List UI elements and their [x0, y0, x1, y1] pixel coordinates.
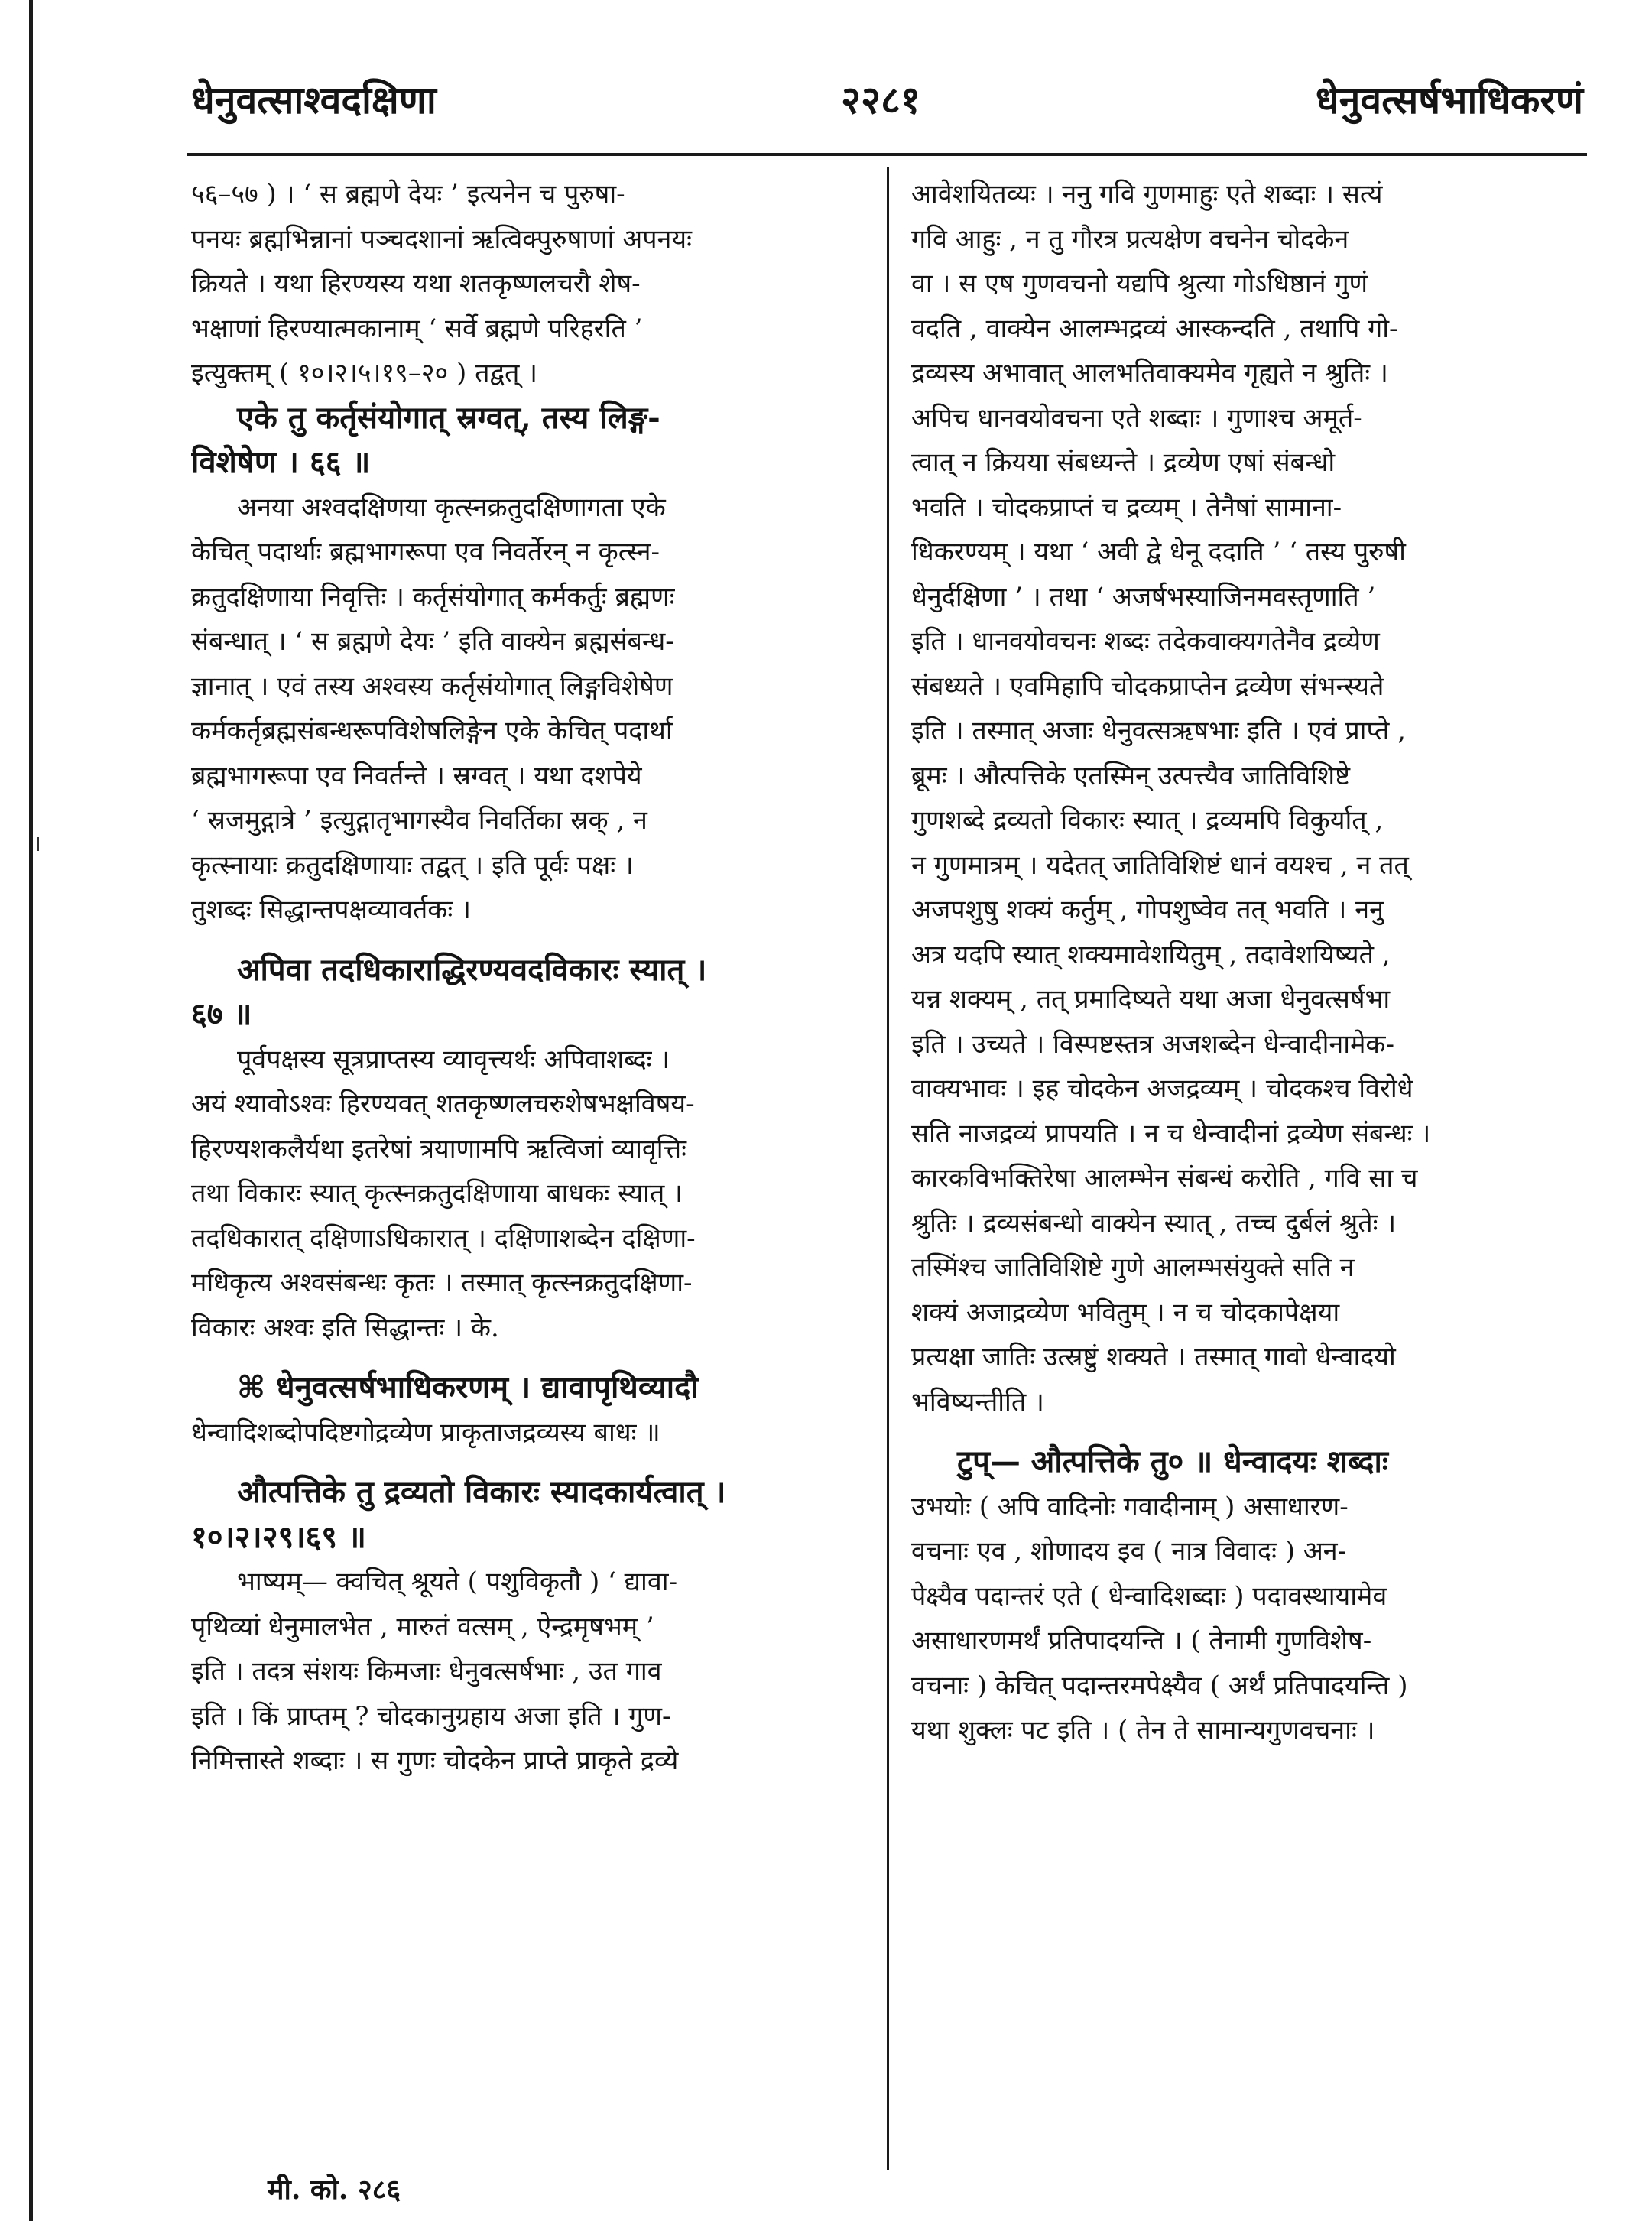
line-text: टुप्— औत्पत्तिके तु० ॥ धेन्वादयः शब्दाः: [957, 1443, 1388, 1479]
line-text: केचित् पदार्थाः ब्रह्मभागरूपा एव निवर्तेरन् न कृत्स्न-: [191, 537, 660, 567]
text-line: [191, 798, 864, 843]
line-text: सति नाजद्रव्यं प्रापयति । न च धेन्वादीनां द्रव्येण संबन्धः ।: [911, 1118, 1431, 1149]
text-line: [911, 172, 1584, 217]
text-line: [911, 1201, 1584, 1246]
text-line: [911, 709, 1584, 754]
text-line: [191, 1306, 864, 1351]
text-line: [911, 1067, 1584, 1112]
line-text: त्वात् न क्रियया संबध्यन्ते । द्रव्येण एषां संबन्धो: [911, 447, 1336, 478]
line-text: अपिवा तदधिकाराद्धिरण्यवदविकारः स्यात् ।: [237, 951, 707, 988]
text-line: [911, 933, 1584, 978]
text-line: [911, 261, 1584, 307]
line-text: मधिकृत्य अश्वसंबन्धः कृतः । तस्मात् कृत्स्नक्रतुदक्षिणा-: [191, 1268, 693, 1298]
text-line: [911, 619, 1584, 664]
line-text: पृथिव्यां धेनुमालभेत , मारुतं वत्सम् , ऐन्द्रमृषभम् ’: [191, 1611, 654, 1642]
line-text: यथा शुक्लः पट इति । ( तेन ते सामान्यगुणवचनाः ।: [911, 1715, 1375, 1745]
line-text: शक्यं अजाद्रव्येण भवितुम् । न च चोदकापेक्षया: [911, 1297, 1340, 1328]
line-text: धेनुर्दक्षिणा ’ । तथा ‘ अजर्षभस्याजिनमवस्तृणाति ’: [911, 581, 1376, 612]
sutra-line: [191, 1365, 864, 1411]
line-text: इति । उच्यते । विस्पष्टस्तत्र अजशब्देन धेन्वादीनामेक-: [911, 1028, 1394, 1060]
line-text: द्रव्यस्य अभावात् आलभतिवाक्यमेव गृह्यते न श्रुतिः ।: [911, 358, 1388, 388]
text-line: [911, 977, 1584, 1022]
line-text: श्रुतिः । द्रव्यसंबन्धो वाक्येन स्यात् , तच्च दुर्बलं श्रुतेः ।: [911, 1207, 1397, 1239]
line-text: विशेषेण । ६६ ॥: [191, 444, 371, 480]
line-text: कर्मकर्तृब्रह्मसंबन्धरूपविशेषलिङ्गेन एके केचित् पदार्था: [191, 716, 673, 746]
line-text: कारकविभक्तिरेषा आलम्भेन संबन्धं करोति , गवि सा च: [911, 1163, 1418, 1193]
line-text: क्रियते । यथा हिरण्यस्य यथा शतकृष्णलचरौ शेष-: [191, 268, 641, 299]
text-line: [191, 888, 864, 933]
adhikarana-mark-icon: ⌘: [237, 1369, 277, 1405]
line-text: गुणशब्दे द्रव्यतो विकारः स्यात् । द्रव्यमपि विकुर्यात् ,: [911, 805, 1384, 836]
line-text: न गुणमात्रम् । यदेतत् जातिविशिष्टं धानं वयश्च , न तत्: [911, 849, 1409, 881]
line-text: वचनाः ) केचित् पदान्तरमपेक्ष्यैव ( अर्थं प्रतिपादयन्ति ): [911, 1670, 1408, 1701]
text-line: [911, 440, 1584, 485]
binding-line: [29, 0, 33, 2221]
text-line: [191, 754, 864, 799]
text-line: [911, 1380, 1584, 1425]
line-text: भक्षाणां हिरण्यात्मकानाम् ‘ सर्वे ब्रह्मणे परिहरति ’: [191, 313, 643, 344]
line-text: इति । तस्मात् अजाः धेनुवत्सऋषभाः इति । एवं प्राप्ते ,: [911, 716, 1406, 746]
text-line: [191, 1171, 864, 1216]
text-line: [911, 1112, 1584, 1157]
text-line: [191, 1216, 864, 1261]
line-text: असाधारणमर्थं प्रतिपादयन्ति । ( तेनामी गुणविशेष-: [911, 1625, 1372, 1656]
sutra-line: [191, 396, 864, 441]
text-line: [191, 575, 864, 620]
text-line: [911, 1574, 1584, 1619]
text-line: [911, 351, 1584, 396]
text-line: [911, 307, 1584, 352]
line-text: इति । किं प्राप्तम् ? चोदकानुग्रहाय अजा इति । गुण-: [191, 1700, 671, 1732]
line-text: अनया अश्वदक्षिणया कृत्स्नक्रतुदक्षिणागता एके: [237, 492, 666, 523]
line-text: प्रत्यक्षा जातिः उत्स्रष्टुं शक्यते । तस्मात् गावो धेन्वादयो: [911, 1342, 1396, 1372]
line-text: १०।२।२९।६९ ॥: [191, 1518, 366, 1555]
text-line: [911, 664, 1584, 709]
line-text: ६७ ॥: [191, 996, 252, 1032]
line-text: निमित्तास्ते शब्दाः । स गुणः चोदकेन प्राप्ते प्राकृते द्रव्ये: [191, 1745, 679, 1776]
line-text: भवति । चोदकप्राप्तं च द्रव्यम् । तेनैषां सामाना-: [911, 492, 1342, 523]
text-line: [911, 1485, 1584, 1530]
line-text: अयं श्यावोऽश्वः हिरण्यवत् शतकृष्णलचरुशेषभक्षविषय-: [191, 1089, 695, 1119]
line-text: इति । तदत्र संशयः किमजाः धेनुवत्सर्षभाः , उत गाव: [191, 1656, 662, 1687]
text-line: [191, 530, 864, 575]
line-text: भाष्यम्— क्वचित् श्रूयते ( पशुविकृतौ ) ‘ द्यावा-: [237, 1567, 678, 1597]
sutra-line: [191, 948, 864, 993]
line-text: संबन्धात् । ‘ स ब्रह्मणे देयः ’ इति वाक्येन ब्रह्मसंबन्ध-: [191, 626, 674, 657]
line-text: ‘ स्रजमुद्गात्रे ’ इत्युद्गातृभागस्यैव निवर्तिका स्रक् , न: [191, 805, 647, 836]
text-line: [911, 396, 1584, 441]
text-line: [911, 217, 1584, 262]
line-text: ब्रूमः । औत्पत्तिके एतस्मिन् उत्पत्त्यैव जातिविशिष्टे: [911, 760, 1351, 791]
line-text: पनयः ब्रह्मभिन्नानां पञ्चदशानां ऋत्विक्पुरुषाणां अपनयः: [191, 223, 692, 255]
paragraph-gap: [911, 1424, 1584, 1440]
text-line: [911, 843, 1584, 888]
text-line: [911, 754, 1584, 799]
line-text: अत्र यदपि स्यात् शक्यमावेशयितुम् , तदावेशयिष्यते ,: [911, 939, 1391, 970]
text-line: [191, 307, 864, 352]
line-text: ब्रह्मभागरूपा एव निवर्तन्ते । स्रग्वत् । यथा दशपेये: [191, 760, 642, 791]
text-line: [911, 1245, 1584, 1291]
text-line: [911, 1335, 1584, 1380]
footer-signature: मी. को. २८६: [268, 2174, 401, 2206]
text-line: [191, 1560, 864, 1605]
paragraph-gap: [191, 1350, 864, 1365]
line-text: यन्न शक्यम् , तत् प्रमादिष्यते यथा अजा धेनुवत्सर्षभा: [911, 984, 1391, 1015]
text-line: [191, 1037, 864, 1083]
line-text: अपिच धानवयोवचना एते शब्दाः । गुणाश्च अमूर्त-: [911, 402, 1362, 433]
sutra-line: [191, 440, 864, 485]
line-text: पेक्ष्यैव पदान्तरं एते ( धेन्वादिशब्दाः ) पदावस्थायामेव: [911, 1580, 1387, 1612]
line-text: गवि आहुः , न तु गौरत्र प्रत्यक्षेण वचनेन चोदकेन: [911, 223, 1349, 255]
text-line: [191, 1694, 864, 1739]
paragraph-gap: [191, 1455, 864, 1470]
sutra-line: [191, 992, 864, 1037]
text-line: [191, 1649, 864, 1694]
text-line: [191, 485, 864, 531]
line-text: वाक्यभावः । इह चोदकेन अजद्रव्यम् । चोदकश्च विरोधे: [911, 1073, 1413, 1104]
text-line: [191, 1739, 864, 1784]
text-line: [911, 1708, 1584, 1753]
text-line: [191, 1261, 864, 1306]
text-line: [191, 619, 864, 664]
text-line: [911, 1156, 1584, 1201]
text-line: [911, 485, 1584, 531]
line-text: तस्मिंश्च जातिविशिष्टे गुणे आलम्भसंयुक्ते सति न: [911, 1252, 1355, 1283]
sutra-line: [191, 1470, 864, 1515]
text-line: [191, 1082, 864, 1127]
text-line: [191, 351, 864, 396]
text-line: [911, 1529, 1584, 1574]
line-text: धेन्वादिशब्दोपदिष्टगोद्रव्येण प्राकृताजद्रव्यस्य बाधः ॥: [191, 1417, 660, 1448]
line-text: ५६–५७ ) । ‘ स ब्रह्मणे देयः ’ इत्यनेन च पुरुषा-: [191, 179, 625, 209]
text-line: [911, 1022, 1584, 1067]
text-line: [911, 888, 1584, 933]
text-line: [191, 261, 864, 307]
line-text: वचनाः एव , शोणादय इव ( नात्र विवादः ) अन-: [911, 1536, 1347, 1567]
line-text: औत्पत्तिके तु द्रव्यतो विकारः स्यादकार्यत्वात् ।: [237, 1474, 726, 1510]
line-text: धिकरण्यम् । यथा ‘ अवी द्वे धेनू ददाति ’ ‘ तस्य पुरुषी: [911, 537, 1406, 567]
running-header-left: धेनुवत्साश्वदक्षिणा: [191, 77, 437, 122]
text-line: [911, 1664, 1584, 1709]
text-line: [191, 1605, 864, 1650]
sutra-line: [911, 1440, 1584, 1485]
line-text: वदति , वाक्येन आलम्भद्रव्यं आस्कन्दति , तथापि गो-: [911, 313, 1398, 344]
text-line: [911, 798, 1584, 843]
column-divider: [887, 167, 889, 2170]
line-text: ज्ञानात् । एवं तस्य अश्वस्य कर्तृसंयोगात् लिङ्गविशेषेण: [191, 671, 673, 702]
paragraph-gap: [191, 933, 864, 948]
running-header-right: धेनुवत्सर्षभाधिकरणं: [1315, 77, 1583, 122]
line-text: आवेशयितव्यः । ननु गवि गुणमाहुः एते शब्दाः । सत्यं: [911, 179, 1383, 209]
line-text: उभयोः ( अपि वादिनोः गवादीनाम् ) असाधारण-: [911, 1491, 1349, 1522]
text-line: [191, 843, 864, 888]
line-text: धेनुवत्सर्षभाधिकरणम् । द्यावापृथिव्यादौ: [276, 1369, 699, 1405]
text-line: [911, 1619, 1584, 1664]
line-text: इत्युक्तम् ( १०।२।५।१९–२० ) तद्वत् ।: [191, 358, 538, 388]
text-line: [191, 1411, 864, 1456]
margin-mark: [37, 837, 39, 851]
line-text: हिरण्यशकलैर्यथा इतरेषां त्रयाणामपि ऋत्विजां व्यावृत्तिः: [191, 1133, 686, 1164]
text-line: [191, 664, 864, 709]
text-line: [191, 1127, 864, 1172]
line-text: इति । धानवयोवचनः शब्दः तदेकवाक्यगतेनैव द्रव्येण: [911, 626, 1380, 657]
line-text: कृत्स्नायाः क्रतुदक्षिणायाः तद्वत् । इति पूर्वः पक्षः ।: [191, 849, 634, 881]
left-column: [191, 172, 864, 1784]
line-text: भविष्यन्तीति ।: [911, 1386, 1044, 1417]
line-text: पूर्वपक्षस्य सूत्रप्राप्तस्य व्यावृत्त्यर्थः अपिवाशब्दः ।: [237, 1044, 670, 1075]
sutra-line: [191, 1515, 864, 1560]
line-text: तथा विकारः स्यात् कृत्स्नक्रतुदक्षिणाया बाधकः स्यात् ।: [191, 1178, 683, 1209]
text-line: [191, 709, 864, 754]
header-rule: [187, 153, 1587, 156]
line-text: तदधिकारात् दक्षिणाऽधिकारात् । दक्षिणाशब्देन दक्षिणा-: [191, 1223, 696, 1254]
right-column: [911, 172, 1584, 1753]
text-line: [911, 1291, 1584, 1336]
text-line: [191, 172, 864, 217]
line-text: विकारः अश्वः इति सिद्धान्तः । के.: [191, 1312, 499, 1343]
line-text: संबध्यते । एवमिहापि चोदकप्राप्तेन द्रव्येण संभन्स्यते: [911, 671, 1384, 702]
line-text: क्रतुदक्षिणाया निवृत्तिः । कर्तृसंयोगात् कर्मकर्तुः ब्रह्मणः: [191, 581, 675, 612]
line-text: एके तु कर्तृसंयोगात् स्रग्वत्, तस्य लिङ्ग-: [237, 399, 660, 436]
line-text: अजपशुषु शक्यं कर्तुम् , गोपशुष्वेव तत् भवति । ननु: [911, 895, 1384, 925]
line-text: वा । स एष गुणवचनो यद्यपि श्रुत्या गोऽधिष्ठानं गुणं: [911, 268, 1368, 299]
line-text: तुशब्दः सिद्धान्तपक्षव्यावर्तकः ।: [191, 895, 471, 925]
text-line: [191, 217, 864, 262]
text-line: [911, 575, 1584, 620]
text-line: [911, 530, 1584, 575]
page-number: २२८१: [841, 77, 920, 122]
